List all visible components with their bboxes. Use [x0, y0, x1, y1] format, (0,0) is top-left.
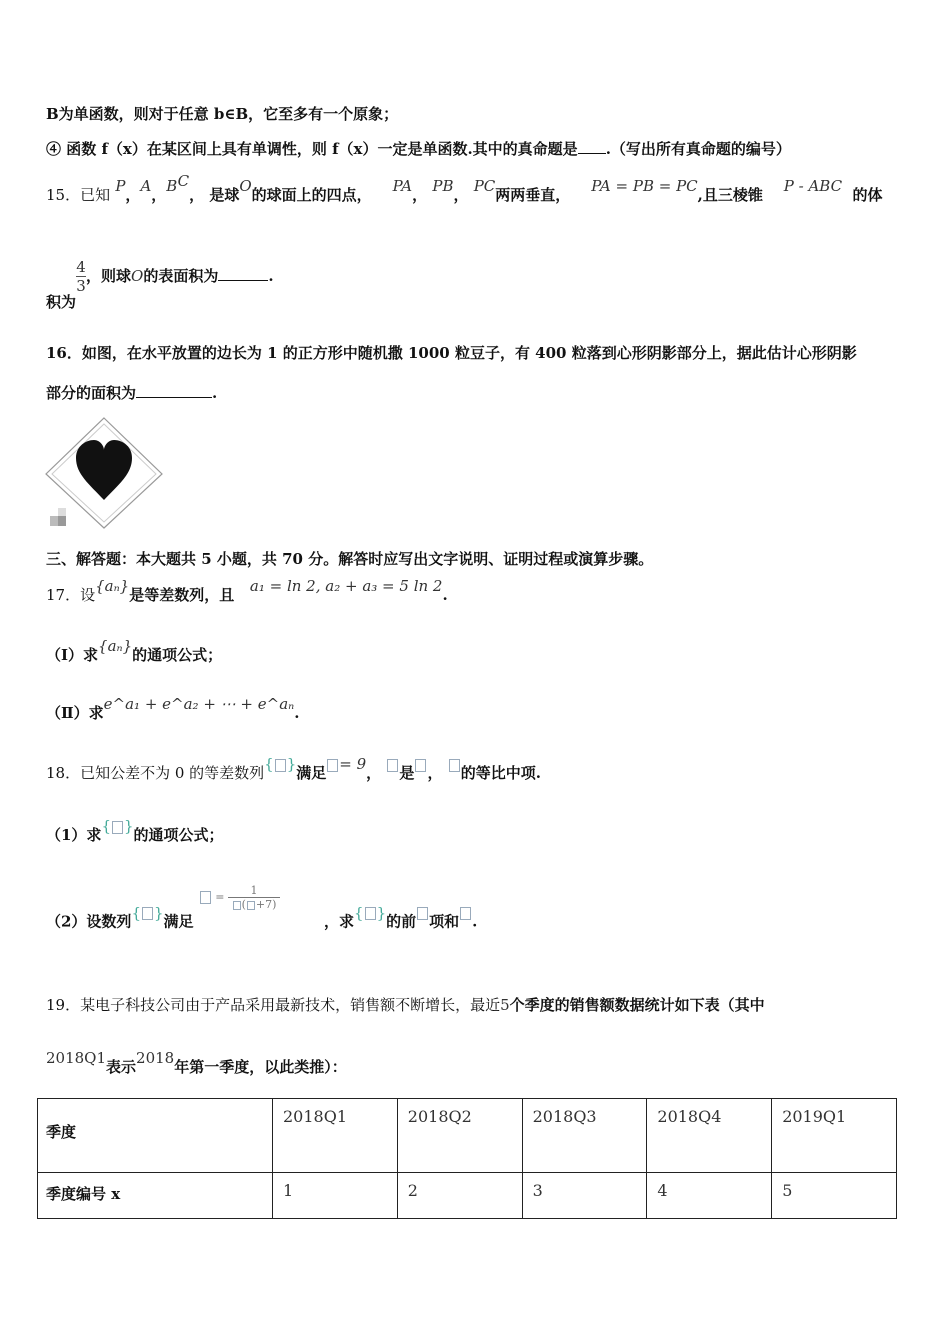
question-19: 19．某电子科技公司由于产品采用最新技术，销售额不断增长，最近5个季度的销售额数据统计如下表（其中: [46, 996, 765, 1014]
statement-3-end: B为单函数，则对于任意 b∈B，它至多有一个原象；: [46, 105, 399, 123]
index-label: 季度编号 x: [38, 1173, 273, 1219]
answer-blank[interactable]: [136, 397, 212, 398]
question-15-cont: 积为 $\frac{4}{3}$ ，则球O的表面积为 .: [46, 258, 274, 311]
statement-4: ④ 函数 f（x）在某区间上具有单调性，则 f（x）一定是单函数.其中的真命题是 .（写出所有真命题的编号）: [46, 140, 791, 158]
heart-in-square-figure: [44, 416, 164, 530]
section-3-heading: 三、解答题：本大题共 5 小题，共 70 分。解答时应写出文字说明、证明过程或演算步骤。: [46, 550, 654, 568]
question-17: 17．设{aₙ}是等差数列，且 a₁ = ln 2, a₂ + a₃ = 5 ln 2.: [46, 577, 448, 604]
table-cell: 2018Q2: [397, 1099, 522, 1173]
table-cell: 5: [772, 1173, 897, 1219]
table-cell: 1: [273, 1173, 398, 1219]
question-19-cont: 2018Q1表示2018年第一季度，以此类推）：: [46, 1049, 347, 1076]
header-label: 季度: [38, 1099, 273, 1173]
recursion-formula: = $\frac{1}{( +7)}$: [199, 884, 319, 911]
fraction-4-3: $\frac{4}{3}$: [76, 258, 86, 295]
answer-blank[interactable]: [578, 153, 606, 154]
table-row: [38, 1173, 897, 1219]
question-18: 18．已知公差不为 0 的等差数列{ }满足 = 9， 是 ， 的等比中项.: [46, 755, 541, 782]
question-17-part-2: （Ⅱ）求e^a₁ + e^a₂ + ⋯ + e^aₙ.: [46, 695, 300, 722]
table-cell: 3: [522, 1173, 647, 1219]
table-cell: 2: [397, 1173, 522, 1219]
pixel-artifact: [50, 516, 58, 526]
question-18-part-2: （2）设数列{ }满足 = $\frac{1}{( +7)}$ ，求{ }的前 项和 .: [46, 884, 478, 931]
table-cell: 2018Q1: [273, 1099, 398, 1173]
answer-blank[interactable]: [218, 280, 268, 281]
pixel-artifact: [58, 516, 66, 526]
table-cell: 2018Q4: [647, 1099, 772, 1173]
question-17-part-1: （Ⅰ）求{aₙ}的通项公式；: [46, 637, 223, 664]
question-18-part-1: （1）求{ }的通项公式；: [46, 817, 224, 844]
table-row: [38, 1099, 897, 1173]
question-16-cont: 部分的面积为 .: [46, 384, 218, 402]
pixel-artifact: [58, 508, 66, 516]
table-cell: 2018Q3: [522, 1099, 647, 1173]
question-15: 15．已知 P，A，BC， 是球O的球面上的四点， PA， PB， PC两两垂直， PA = PB = PC,且三棱锥 P - ABC 的体: [46, 172, 883, 204]
question-16: 16．如图，在水平放置的边长为 1 的正方形中随机撒 1000 粒豆子，有 400 粒落到心形阴影部分上，据此估计心形阴影: [46, 344, 857, 362]
table-cell: 4: [647, 1173, 772, 1219]
sales-table: [37, 1098, 897, 1219]
table-cell: 2019Q1: [772, 1099, 897, 1173]
